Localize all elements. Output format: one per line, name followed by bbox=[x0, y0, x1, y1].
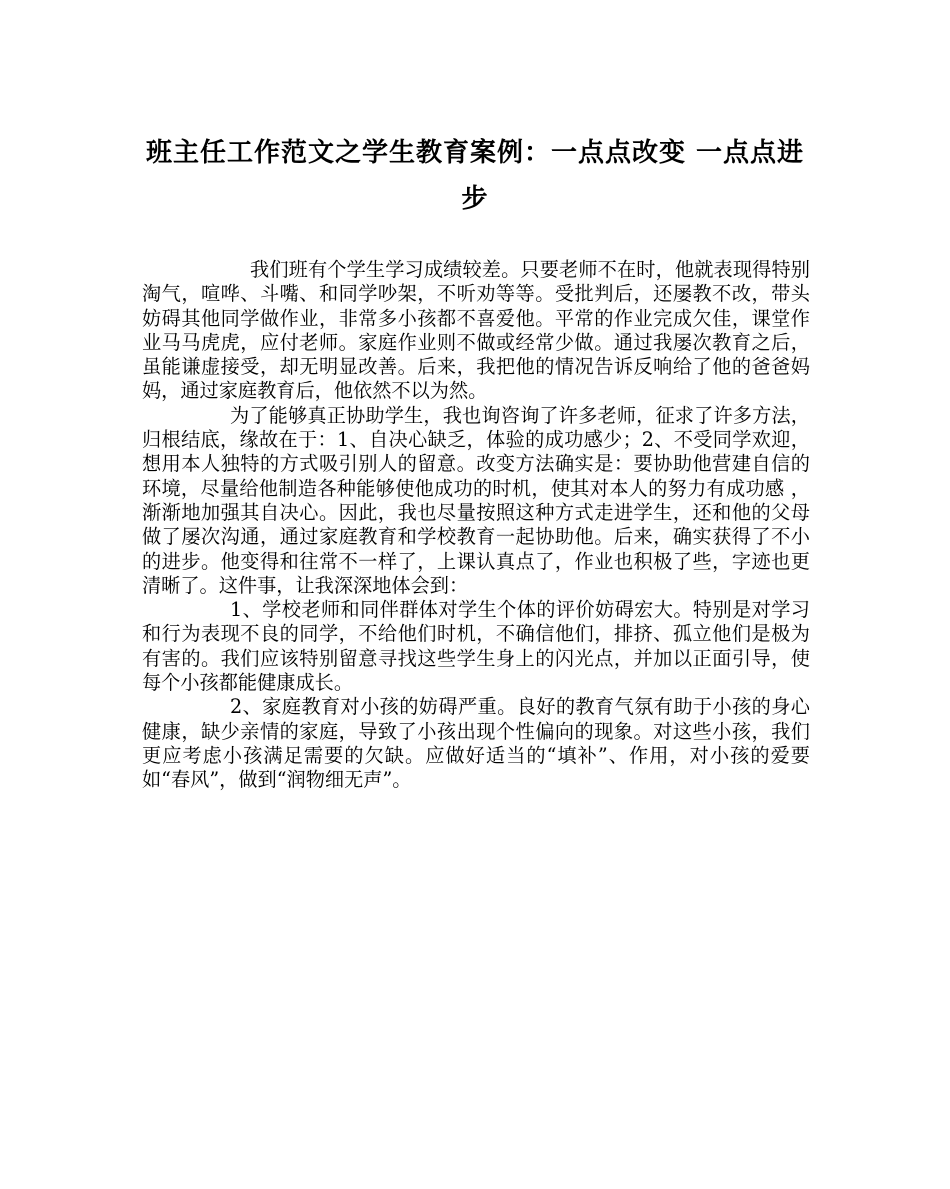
document-title: 班主任工作范文之学生教育案例：一点点改变 一点点进步 bbox=[145, 138, 805, 214]
paragraph-methods: 为了能够真正协助学生，我也询咨询了许多老师，征求了许多方法，归根结底，缘故在于：1、自决心缺乏，体验的成功感少；2、不受同学欢迎，想用本人独特的方式吸引别人的留意。改变方法确实是：要协助他营建自信的环境，尽量给他制造各种能够使他成功的时机，使其对本人的努力有成功感 ，渐渐地加强其自决心。因此，我也尽量按照这种方式走进学生，还和他的父母做了屡次沟通，通过家庭教育和学校教育一起协助他。后来，确实获得了不小的进步。他变得和往常不一样了，上课认真点了，作业也积极了些，字迹也更清晰了。这件事，让我深深地体会到： bbox=[142, 403, 810, 597]
document-body bbox=[142, 258, 810, 793]
paragraph-insight-family: 2、家庭教育对小孩的妨碍严重。良好的教育气氛有助于小孩的身心健康，缺少亲情的家庭，导致了小孩出现个性偏向的现象。对这些小孩，我们更应考虑小孩满足需要的欠缺。应做好适当的“填补”、作用，对小孩的爱要如“春风”，做到“润物细无声”。 bbox=[142, 695, 810, 792]
paragraph-insight-school: 1、学校老师和同伴群体对学生个体的评价妨碍宏大。特别是对学习和行为表现不良的同学，不给他们时机，不确信他们，排挤、孤立他们是极为有害的。我们应该特别留意寻找这些学生身上的闪光点，并加以正面引导，使每个小孩都能健康成长。 bbox=[142, 598, 810, 695]
paragraph-student-situation: 我们班有个学生学习成绩较差。只要老师不在时，他就表现得特别淘气，喧哗、斗嘴、和同学吵架，不听劝等等。受批判后，还屡教不改，带头妨碍其他同学做作业，非常多小孩都不喜爱他。平常的作业完成欠佳，课堂作业马马虎虎，应付老师。家庭作业则不做或经常少做。通过我屡次教育之后，虽能谦虚接受，却无明显改善。后来，我把他的情况告诉反响给了他的爸爸妈妈，通过家庭教育后，他依然不以为然。 bbox=[142, 258, 810, 403]
